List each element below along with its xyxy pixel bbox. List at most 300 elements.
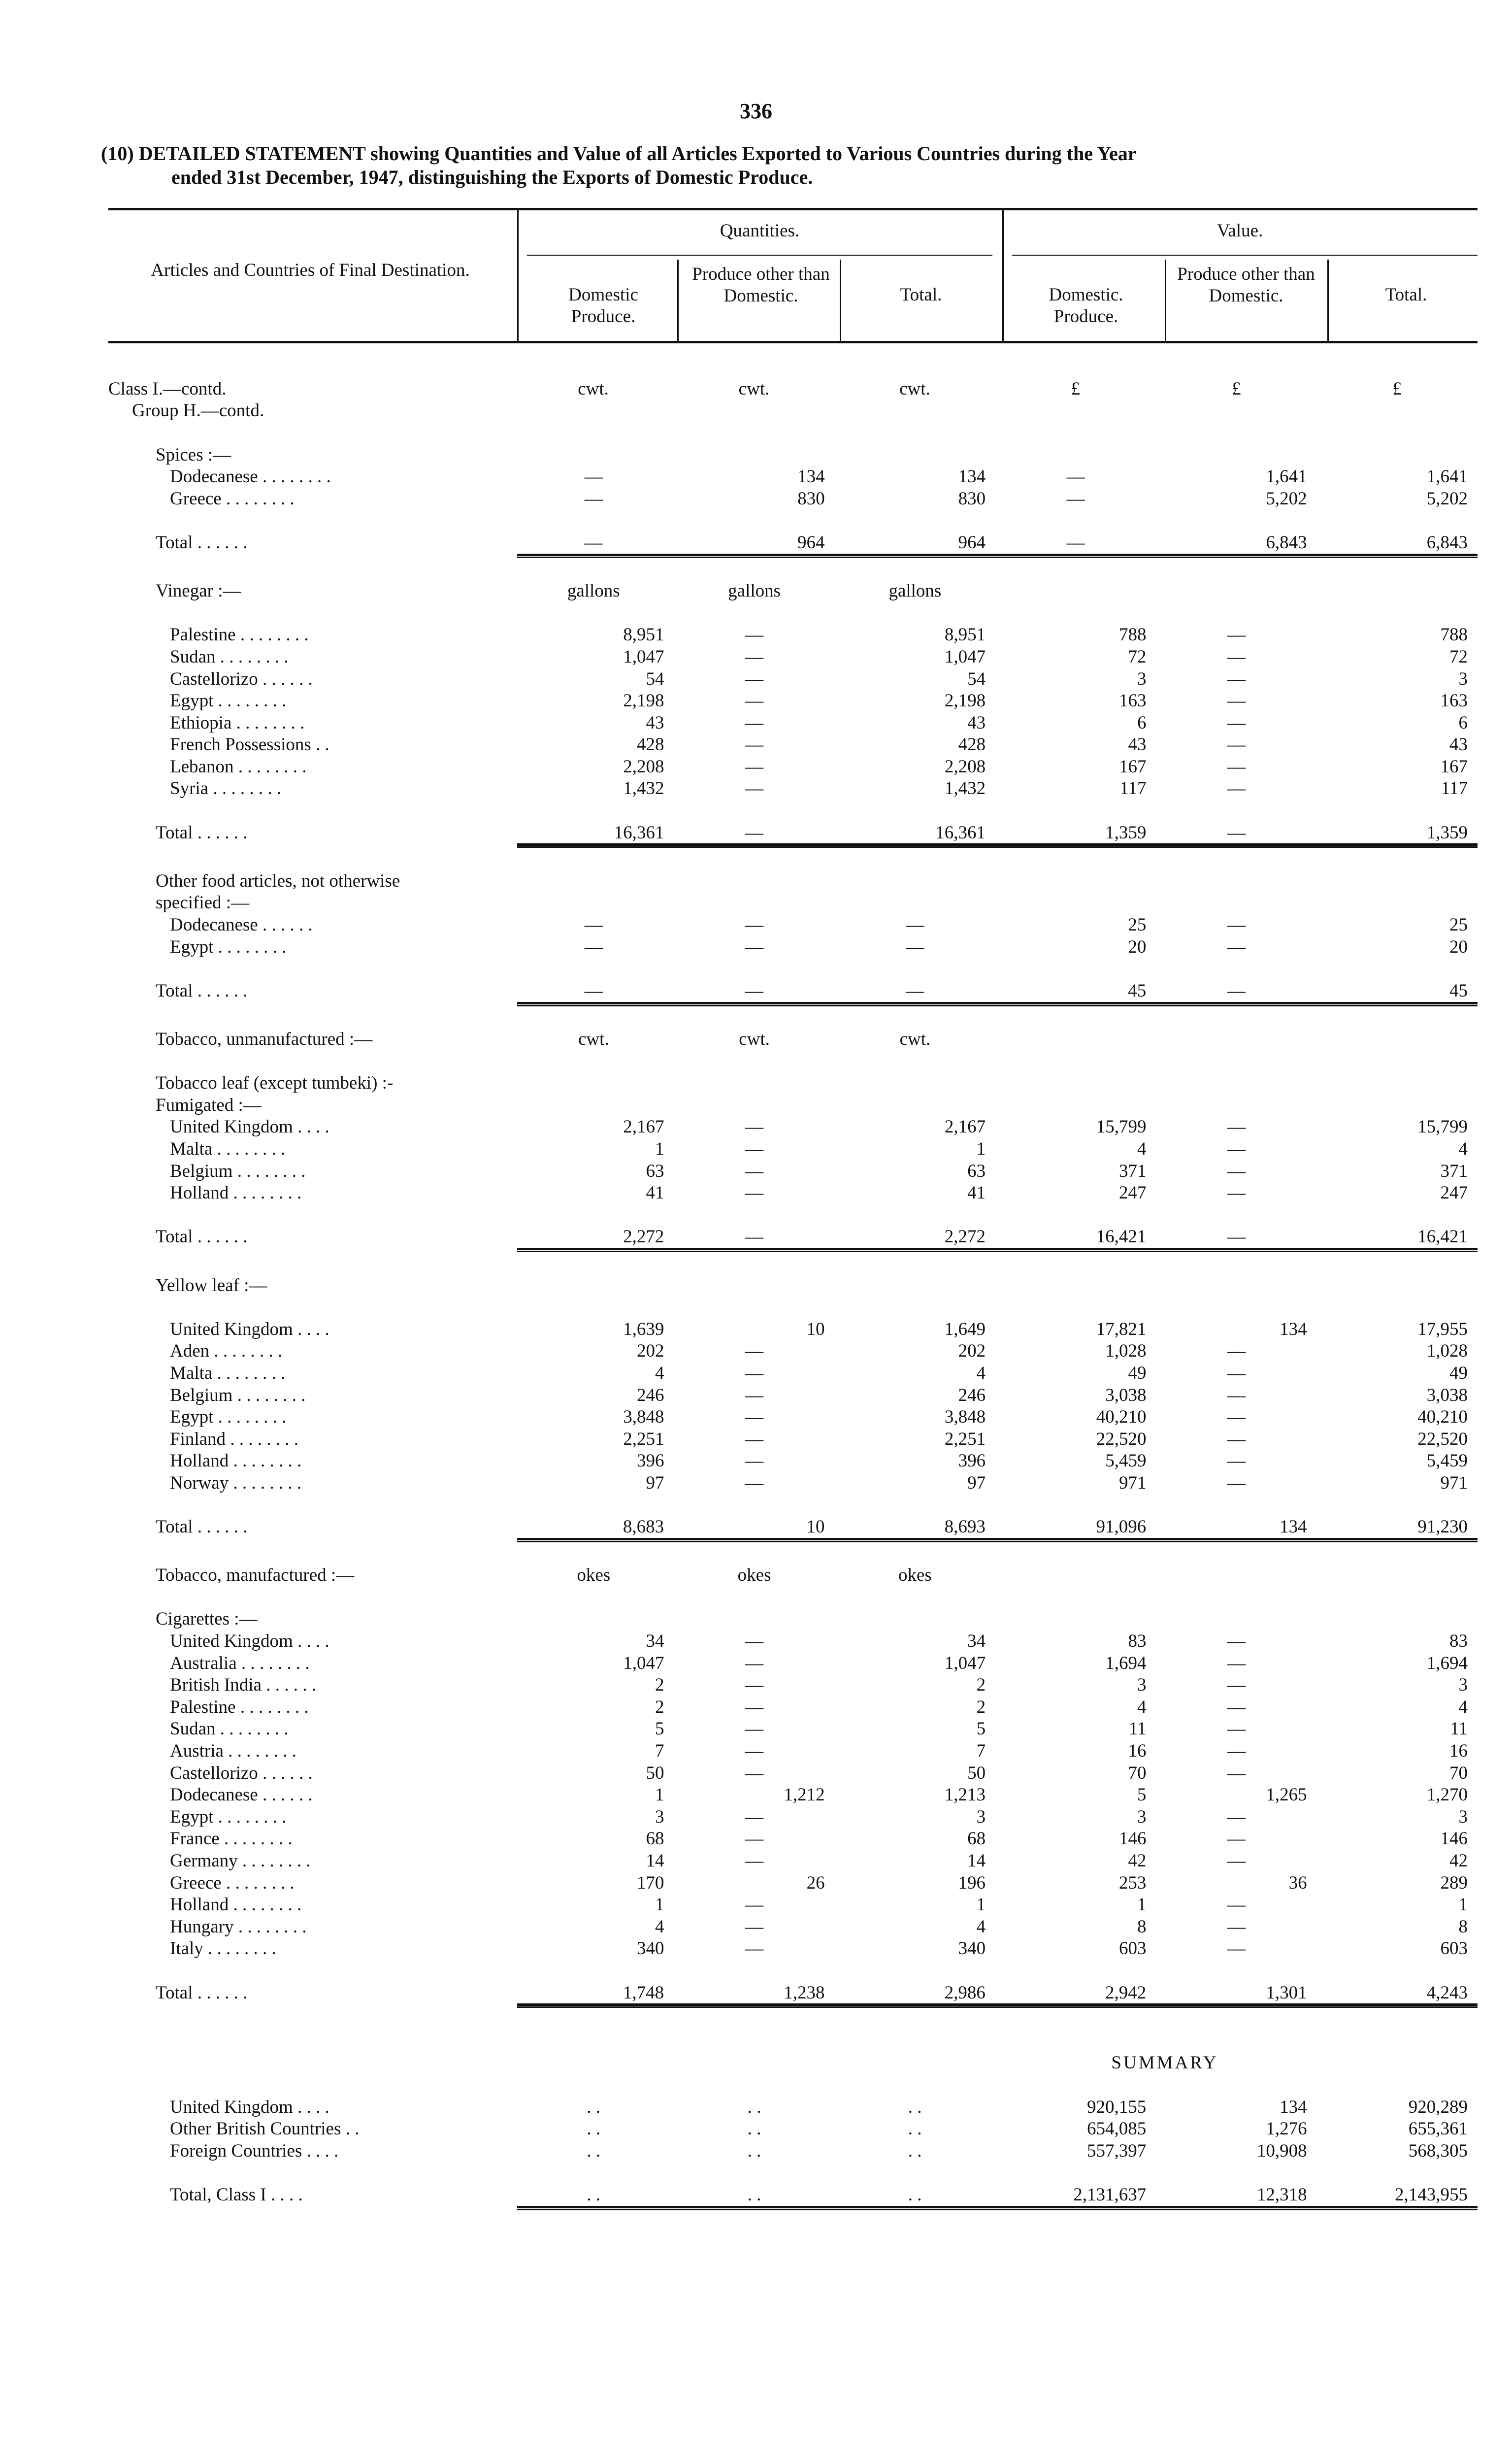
- table-row: [108, 444, 1478, 466]
- spacer-row: [108, 1960, 1478, 1982]
- total-row: [108, 1516, 1478, 1538]
- cell-v1: 971: [1118, 1472, 1147, 1493]
- cell-q1: . .: [587, 2097, 601, 2117]
- cell-v1: 5,459: [1105, 1451, 1147, 1471]
- cell-v3: 1,641: [1426, 466, 1468, 487]
- row-label: Total . . . . . .: [156, 980, 248, 1001]
- cell-v2: 1,265: [1266, 1785, 1307, 1805]
- cell-v1: 557,397: [1086, 2140, 1147, 2161]
- cell-v3: 4,243: [1426, 1982, 1468, 2003]
- cell-q3: 3,848: [944, 1407, 986, 1428]
- cell-v3: 4: [1458, 1697, 1468, 1717]
- cell-v3: 3,038: [1426, 1385, 1468, 1405]
- table-row: [108, 580, 1478, 602]
- cell-v3: 289: [1440, 1872, 1468, 1893]
- cell-q3: 1,047: [944, 646, 986, 667]
- cell-q2: —: [745, 1183, 764, 1203]
- table-row: [108, 624, 1478, 646]
- row-label: Norway . . . . . . . .: [170, 1472, 302, 1493]
- header-divider: [677, 260, 679, 341]
- cell-v2: 10,908: [1256, 2140, 1307, 2161]
- cell-v1: 4: [1137, 1138, 1147, 1159]
- cell-v1: 4: [1137, 1697, 1147, 1717]
- row-label: Italy . . . . . . . .: [170, 1938, 276, 1959]
- cell-q1: 1,047: [623, 646, 664, 667]
- table-row: [108, 936, 1478, 958]
- cell-q3: 2,208: [944, 756, 986, 777]
- cell-q3: 41: [967, 1183, 986, 1203]
- cell-v3: 16: [1449, 1741, 1468, 1762]
- row-label: Sudan . . . . . . . .: [170, 1719, 289, 1739]
- cell-v1: 163: [1118, 691, 1147, 711]
- cell-q2: cwt.: [739, 1029, 770, 1050]
- table-row: [108, 1872, 1478, 1894]
- row-label: Sudan . . . . . . . .: [170, 646, 289, 667]
- cell-v2: —: [1227, 936, 1246, 957]
- cell-v2: —: [1227, 1385, 1246, 1405]
- cell-v2: —: [1227, 822, 1246, 843]
- cell-q3: 2: [976, 1697, 986, 1717]
- table-body: [108, 343, 1478, 2210]
- cell-q2: cwt.: [738, 378, 770, 399]
- cell-q3: 43: [967, 712, 986, 733]
- cell-q2: —: [745, 756, 764, 777]
- cell-v1: 2,131,637: [1073, 2184, 1147, 2205]
- cell-q3: 3: [976, 1806, 986, 1827]
- cell-v3: 3: [1458, 1806, 1468, 1827]
- cell-q2: —: [745, 1719, 764, 1739]
- cell-q2: —: [745, 1138, 764, 1159]
- row-label: Egypt . . . . . . . .: [170, 1806, 287, 1827]
- total-double-rule: [517, 1002, 1478, 1006]
- cell-v2: 5,202: [1266, 488, 1307, 509]
- cell-v3: 3: [1458, 668, 1468, 689]
- cell-q1: 2,198: [623, 691, 664, 711]
- total-double-rule: [517, 2206, 1478, 2210]
- total-row: [108, 532, 1478, 554]
- cell-v2: —: [1227, 1850, 1246, 1871]
- table-row: [108, 1938, 1478, 1960]
- table-row: [108, 1806, 1478, 1828]
- cell-q3: 2,272: [944, 1227, 986, 1247]
- row-label: Vinegar :—: [156, 581, 241, 601]
- total-double-rule: [517, 843, 1478, 848]
- cell-q3: 830: [958, 488, 986, 509]
- cell-v2: —: [1227, 1363, 1246, 1383]
- row-label: Fumigated :—: [156, 1095, 262, 1115]
- cell-q2: —: [745, 980, 763, 1001]
- cell-q2: —: [745, 668, 764, 689]
- cell-v1: —: [1066, 532, 1085, 553]
- cell-q3: . .: [908, 2119, 922, 2139]
- row-label: Dodecanese . . . . . .: [170, 915, 313, 935]
- cell-v1: 167: [1118, 756, 1147, 777]
- row-label: Total . . . . . .: [156, 532, 248, 553]
- row-label: Germany . . . . . . . .: [170, 1850, 311, 1871]
- cell-v3: 83: [1449, 1631, 1468, 1652]
- total-row: [108, 1226, 1478, 1248]
- cell-q2: —: [745, 1161, 764, 1181]
- cell-v3: 920,289: [1408, 2097, 1468, 2117]
- page-heading: [101, 142, 1475, 189]
- table-row: [108, 1428, 1478, 1450]
- cell-q1: 428: [637, 734, 664, 755]
- cell-q1: 41: [646, 1183, 664, 1203]
- table-row: [108, 1362, 1478, 1384]
- cell-v3: 43: [1449, 734, 1468, 755]
- cell-q1: 8,951: [623, 625, 664, 645]
- cell-q2: —: [745, 1341, 764, 1362]
- cell-v3: 49: [1449, 1363, 1468, 1383]
- total-double-rule: [517, 1538, 1478, 1542]
- cell-q2: —: [745, 1631, 764, 1652]
- cell-q2: 1,238: [784, 1982, 825, 2003]
- cell-v2: —: [1227, 691, 1246, 711]
- cell-v1: 17,821: [1096, 1319, 1147, 1339]
- table-row: [108, 378, 1478, 400]
- value-header: Value.: [1216, 221, 1263, 241]
- cell-v1: 603: [1118, 1938, 1147, 1959]
- cell-q3: 5: [976, 1719, 986, 1739]
- cell-q2: . .: [747, 2119, 761, 2139]
- cell-v2: 134: [1280, 2097, 1307, 2117]
- cell-v3: 17,955: [1417, 1319, 1468, 1339]
- cell-v2: —: [1227, 915, 1246, 935]
- cell-v1: 117: [1119, 778, 1147, 799]
- cell-v1: 3,038: [1105, 1385, 1147, 1405]
- header-divider: [1165, 260, 1166, 341]
- cell-q1: 68: [646, 1829, 664, 1849]
- spacer-row: [108, 1204, 1478, 1226]
- row-label: Lebanon . . . . . . . .: [170, 756, 307, 777]
- cell-v3: 4: [1458, 1138, 1468, 1159]
- cell-v1: 11: [1128, 1719, 1147, 1739]
- cell-q2: —: [745, 1429, 764, 1449]
- cell-v1: 83: [1128, 1631, 1147, 1652]
- cell-q3: 1: [976, 1895, 986, 1915]
- cell-q3: 246: [958, 1385, 986, 1405]
- cell-v1: 3: [1137, 668, 1147, 689]
- cell-q1: 1,432: [623, 778, 664, 799]
- cell-q3: 63: [967, 1161, 986, 1181]
- row-label: Holland . . . . . . . .: [170, 1895, 302, 1915]
- cell-q1: —: [584, 488, 603, 509]
- cell-q2: —: [745, 1117, 764, 1137]
- cell-q2: —: [745, 1806, 764, 1827]
- cell-v2: —: [1227, 980, 1246, 1001]
- cell-q1: 1,639: [623, 1319, 664, 1339]
- row-label: Belgium . . . . . . . .: [170, 1161, 306, 1181]
- cell-q2: 10: [806, 1517, 825, 1537]
- cell-v2: 6,843: [1266, 532, 1307, 553]
- row-label: Total . . . . . .: [156, 822, 248, 843]
- cell-q1: okes: [577, 1565, 611, 1586]
- cell-q1: —: [584, 915, 603, 935]
- table-row: [108, 1472, 1478, 1494]
- cell-v2: —: [1227, 1407, 1246, 1428]
- cell-v3: 42: [1449, 1850, 1468, 1871]
- cell-q2: . .: [747, 2184, 761, 2205]
- cell-v2: —: [1227, 625, 1246, 645]
- cell-q2: 964: [797, 532, 825, 553]
- cell-q3: 202: [958, 1341, 986, 1362]
- cell-v2: —: [1227, 1806, 1246, 1827]
- cell-v1: 6: [1137, 712, 1147, 733]
- total-double-rule: [517, 554, 1478, 558]
- table-row: [108, 1718, 1478, 1740]
- cell-v1: 253: [1118, 1872, 1147, 1893]
- cell-q2: 10: [806, 1319, 825, 1339]
- cell-q3: 4: [976, 1916, 986, 1937]
- cell-q3: 1,649: [944, 1319, 986, 1339]
- cell-q1: 34: [646, 1631, 664, 1652]
- cell-v2: 1,276: [1266, 2119, 1307, 2139]
- row-label: Finland . . . . . . . .: [170, 1429, 299, 1449]
- row-label: United Kingdom . . . .: [170, 1117, 329, 1137]
- cell-q3: 2,986: [944, 1982, 986, 2003]
- cell-q2: —: [745, 1895, 764, 1915]
- cell-v1: 1,028: [1105, 1341, 1147, 1362]
- cell-v1: 40,210: [1096, 1407, 1147, 1428]
- spacer-row: [108, 848, 1478, 870]
- cell-v1: 45: [1128, 980, 1147, 1001]
- cell-q2: —: [745, 1407, 764, 1428]
- cell-q1: 50: [646, 1763, 664, 1783]
- cell-q2: —: [745, 1763, 764, 1783]
- cell-v2: —: [1227, 668, 1246, 689]
- table-row: [108, 2140, 1478, 2162]
- cell-v2: —: [1227, 1451, 1246, 1471]
- table-row: [108, 1274, 1478, 1297]
- table-row: [108, 1406, 1478, 1428]
- cell-q2: —: [745, 734, 764, 755]
- table-row: [108, 1652, 1478, 1674]
- row-label: Hungary . . . . . . . .: [170, 1916, 307, 1937]
- row-label: France . . . . . . . .: [170, 1829, 293, 1849]
- cell-v2: —: [1227, 1895, 1246, 1915]
- cell-v3: 25: [1449, 915, 1468, 935]
- cell-v1: 920,155: [1086, 2097, 1147, 2117]
- table-row: [108, 1138, 1478, 1160]
- page-number: 336: [740, 99, 772, 123]
- spacer-row: [108, 799, 1478, 822]
- cell-v1: 8: [1137, 1916, 1147, 1937]
- table-row: [108, 1740, 1478, 1762]
- cell-v2: —: [1227, 734, 1246, 755]
- cell-q1: 43: [646, 712, 664, 733]
- cell-v3: 91,230: [1417, 1517, 1468, 1537]
- cell-q2: —: [745, 915, 764, 935]
- spacer-row: [108, 558, 1478, 580]
- row-label: Egypt . . . . . . . .: [170, 936, 287, 957]
- cell-q1: 4: [655, 1363, 664, 1383]
- cell-q2: —: [745, 1675, 764, 1696]
- cell-v3: 15,799: [1417, 1117, 1468, 1137]
- spacer-row: [108, 1542, 1478, 1564]
- row-label: Malta . . . . . . . .: [170, 1363, 286, 1383]
- row-label: Cigarettes :—: [156, 1609, 258, 1630]
- row-label: Austria . . . . . . . .: [170, 1741, 296, 1762]
- cell-q2: gallons: [728, 581, 781, 601]
- spacer-row: [108, 510, 1478, 532]
- cell-q3: gallons: [888, 581, 942, 601]
- cell-v1: 49: [1128, 1363, 1147, 1383]
- col-domestic-quantity-header: Domestic Produce.: [568, 285, 638, 327]
- cell-q2: —: [745, 625, 764, 645]
- cell-v1: 16: [1128, 1741, 1147, 1762]
- cell-v1: —: [1066, 488, 1085, 509]
- cell-q3: . .: [908, 2140, 922, 2161]
- row-label: Dodecanese . . . . . .: [170, 1785, 313, 1805]
- cell-q1: —: [584, 466, 603, 487]
- cell-q2: —: [745, 1938, 764, 1959]
- col-other-quantity-header: Produce other than Domestic.: [692, 264, 830, 306]
- row-label: Dodecanese . . . . . . . .: [170, 466, 331, 487]
- cell-q2: —: [745, 778, 764, 799]
- cell-v2: —: [1227, 1631, 1246, 1652]
- cell-v2: 1,641: [1266, 466, 1307, 487]
- cell-v3: 167: [1440, 756, 1468, 777]
- cell-v2: —: [1227, 1829, 1246, 1849]
- cell-q1: —: [584, 532, 603, 553]
- spacer-row: [108, 1296, 1478, 1318]
- table-row: [108, 1318, 1478, 1340]
- cell-q1: 1,047: [623, 1653, 664, 1673]
- cell-v2: —: [1227, 1763, 1246, 1783]
- cell-q2: —: [745, 1916, 764, 1937]
- cell-q1: 3,848: [623, 1407, 664, 1428]
- cell-v1: 15,799: [1096, 1117, 1147, 1137]
- cell-v2: —: [1227, 1697, 1246, 1717]
- table-row: [108, 1450, 1478, 1472]
- row-label: United Kingdom . . . .: [170, 1319, 329, 1339]
- cell-q3: 1: [976, 1138, 986, 1159]
- row-label: Castellorizo . . . . . .: [170, 668, 313, 689]
- cell-q3: 340: [958, 1938, 986, 1959]
- spacer-row: [108, 1586, 1478, 1608]
- row-label: United Kingdom . . . .: [170, 2097, 329, 2117]
- spacer-row: [108, 2008, 1478, 2030]
- cell-q3: —: [906, 936, 924, 957]
- cell-q2: —: [745, 1697, 764, 1717]
- cell-v2: 36: [1288, 1872, 1307, 1893]
- row-label: Australia . . . . . . . .: [170, 1653, 310, 1673]
- table-row: [108, 1916, 1478, 1938]
- cell-q3: 8,693: [944, 1517, 986, 1537]
- cell-q1: . .: [587, 2140, 601, 2161]
- cell-q3: —: [906, 915, 924, 935]
- cell-q2: —: [745, 1653, 764, 1673]
- row-label: Egypt . . . . . . . .: [170, 691, 287, 711]
- table-row: [108, 870, 1478, 892]
- row-label: Palestine . . . . . . . .: [170, 1697, 309, 1717]
- summary-title: SUMMARY: [1111, 2053, 1218, 2073]
- header-subrule: [527, 255, 992, 256]
- cell-v2: —: [1227, 1227, 1246, 1247]
- table-row: [108, 1696, 1478, 1718]
- cell-q1: 54: [646, 668, 664, 689]
- table-row: [108, 1340, 1478, 1363]
- cell-v2: —: [1227, 1719, 1246, 1739]
- row-label: Palestine . . . . . . . .: [170, 625, 309, 645]
- cell-v2: —: [1227, 712, 1246, 733]
- row-label: Tobacco leaf (except tumbeki) :-: [156, 1073, 394, 1094]
- cell-q1: . .: [587, 2184, 601, 2205]
- cell-v3: 45: [1449, 980, 1468, 1001]
- table-row: [108, 914, 1478, 936]
- cell-v2: 12,318: [1256, 2184, 1307, 2205]
- cell-q3: 54: [967, 668, 986, 689]
- cell-q1: 1: [655, 1895, 664, 1915]
- cell-q3: 97: [967, 1472, 986, 1493]
- cell-q3: . .: [908, 2184, 922, 2205]
- table-row: [108, 1160, 1478, 1182]
- cell-v1: 3: [1137, 1675, 1147, 1696]
- cell-v2: —: [1227, 1472, 1246, 1493]
- cell-v2: 134: [1280, 1319, 1307, 1339]
- cell-q3: 1,213: [944, 1785, 986, 1805]
- spacer-row: [108, 1050, 1478, 1072]
- cell-q3: 50: [967, 1763, 986, 1783]
- row-label: Greece . . . . . . . .: [170, 488, 295, 509]
- summary-heading-row: [108, 2052, 1478, 2074]
- cell-v3: 1: [1458, 1895, 1468, 1915]
- cell-v3: 1,028: [1426, 1341, 1468, 1362]
- cell-v3: 247: [1440, 1183, 1468, 1203]
- cell-v2: —: [1227, 1138, 1246, 1159]
- cell-v1: 42: [1128, 1850, 1147, 1871]
- cell-q3: 134: [958, 466, 986, 487]
- quantities-header: Quantities.: [720, 221, 800, 241]
- cell-v3: 655,361: [1408, 2119, 1468, 2139]
- cell-q1: —: [584, 980, 603, 1001]
- cell-v3: 72: [1449, 646, 1468, 667]
- cell-q1: 8,683: [623, 1517, 664, 1537]
- cell-v1: 654,085: [1086, 2119, 1147, 2139]
- cell-q2: —: [745, 1385, 764, 1405]
- row-label: Holland . . . . . . . .: [170, 1451, 302, 1471]
- table-row: [108, 1564, 1478, 1586]
- cell-v3: 371: [1440, 1161, 1468, 1181]
- cell-q3: 196: [958, 1872, 986, 1893]
- row-label: Class I.—contd.: [108, 378, 227, 399]
- cell-q3: 1,432: [944, 778, 986, 799]
- table-row: [108, 668, 1478, 690]
- table-row: [108, 1850, 1478, 1872]
- cell-q1: cwt.: [578, 1029, 609, 1050]
- cell-q3: 8,951: [944, 625, 986, 645]
- row-label: Other food articles, not otherwise: [156, 870, 400, 891]
- cell-v1: 25: [1128, 915, 1147, 935]
- cell-q3: 7: [976, 1741, 986, 1762]
- table-row: [108, 1762, 1478, 1784]
- cell-q3: 14: [967, 1850, 986, 1871]
- spacer-row: [108, 1252, 1478, 1274]
- table-row: [108, 892, 1478, 914]
- spacer-row: [108, 1494, 1478, 1516]
- cell-v3: 568,305: [1408, 2140, 1468, 2161]
- cell-v1: 91,096: [1096, 1517, 1147, 1537]
- header-divider: [840, 260, 841, 341]
- cell-v3: 16,421: [1417, 1227, 1468, 1247]
- total-row: [108, 2184, 1478, 2206]
- cell-v3: 11: [1450, 1719, 1468, 1739]
- cell-v3: 163: [1440, 691, 1468, 711]
- cell-q3: cwt.: [899, 1029, 931, 1050]
- cell-v1: —: [1066, 466, 1085, 487]
- cell-v1: 1,694: [1105, 1653, 1147, 1673]
- cell-v3: 6: [1458, 712, 1468, 733]
